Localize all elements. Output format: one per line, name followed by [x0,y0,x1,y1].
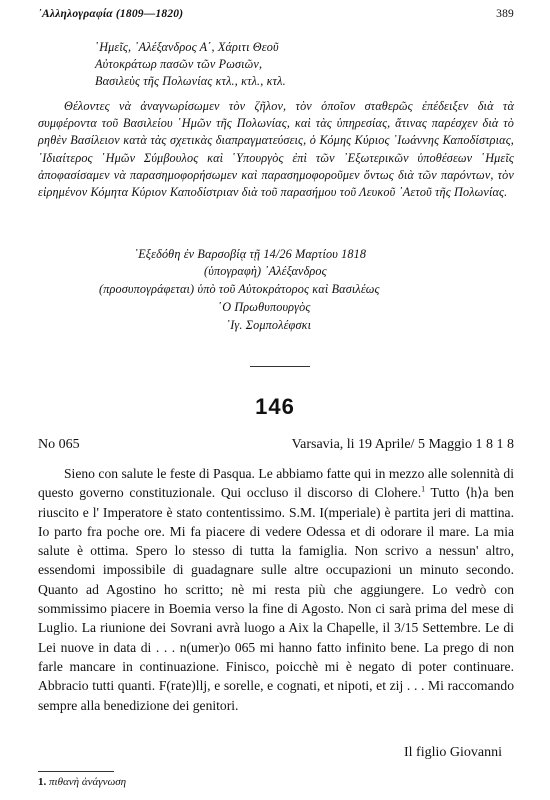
decree-title-line: Αὐτοκράτωρ πασῶν τῶν Ρωσιῶν, [95,57,263,72]
footnote-number: 1. [38,776,47,788]
running-header-title: ᾿Αλληλογραφία (1809—1820) [38,8,184,20]
decree-paragraph: Θέλοντες νὰ ἀναγνωρίσωμεν τὸν ζῆλον, τὸν ὁποῖον σταθερῶς ἐπέδειξεν διὰ τὰ συμφέροντα τοῦ Βασιλείου ῾Ημῶν τῆς Πολωνίας, καὶ τὰς ὑπηρεσίας, ἅτινας παρέσχεν διὰ τὸ ρηθὲν Βασίλειον κατὰ τὰς σχετικὰς διαπραγματεύσεις, ὁ Κόμης Κύριος ᾿Ιωάννης Καποδίστριας, ᾿Ιδιαίτερος ῾Ημῶν Σύμβουλος καὶ ῾Υπουργὸς ἐπὶ τῶν ᾿Εξωτερικῶν ὑποθέσεων ῾Ημεῖς ἀποφασίσαμεν νὰ παρασημοφορήσωμεν καὶ παρασημοφοροῦμεν ὄντως διὰ τῶν παρόντων, τὸν εἰρημένον Κόμητα Κύριον Καποδίστριαν διὰ τοῦ παρασήμου τοῦ Λευκοῦ ᾿Αετοῦ τῆς Πολωνίας. [38,99,514,200]
decree-issued-line: ᾿Εξεδόθη ἐν Βαρσοβίᾳ τῇ 14/26 Μαρτίου 1818 [134,247,367,261]
decree-countersign: (προσυπογράφεται) ὑπὸ τοῦ Αὐτοκράτορος καὶ Βασιλέως [99,282,380,296]
footnote-reference: 1 [421,484,426,494]
letter-signature: Il figlio Giovanni [404,745,502,760]
decree-signature: (ὑπογραφὴ) ᾿Αλέξανδρος [204,264,327,278]
letter-text: Sieno con salute le feste di Pasqua. Le abbiamo fatte qui in mezzo alle solennità di questo governo constituzionale. Qui occluso il discorso di Clohere. [38,466,514,501]
decree-title-line: Βασιλεὺς τῆς Πολωνίας κτλ., κτλ., κτλ. [95,74,286,89]
decree-body [38,98,514,201]
letter-paragraph [38,464,514,715]
page-number: 389 [496,8,514,20]
running-header [38,8,514,20]
letter-number: No 065 [38,437,80,452]
minister-name: ᾿Ιγ. Σομπολέφσκι [226,318,312,332]
decree-title-line: ῾Ημεῖς, ᾿Αλέξανδρος Α΄, Χάριτι Θεοῦ [95,40,279,54]
letter-text-continued: Tutto ⟨h⟩a ben riuscito e l' Imperatore è stato contentissimo. S.M. I(mperiale) è partita jeri di mattina. Io parto fra poche ore. Mi fa piacere di vedere Odessa et di odorare il mare. La mia salute è ottima. Spero lo stesso di tutta la famiglia. Non scrivo a nessun' altro, essendomi impossibile di guadagnare sulle altre occupazioni un minuto secondo. Quanto ad Agostino ho scritto; nè mi resta più che aggiungere. Lo vedrò con sommissimo piacere in Boemia verso la fine di Agosto. Non ci sarà prima del mese di Luglio. La riunione dei Sovrani avrà luogo a Aix la Chapelle, il 3/15 Settembre. Le di Lei nuove in data di . . . n(umer)o 065 mi hanno fatto infinito bene. La prego di non farle mancare in continuazione. Finisco, poicchè mi è negato di poter continuare. Abbracio tutti quanti. F(rate)llj, e sorelle, e cognati, et nipoti, et zij . . . Mi raccomando sempre alla benedizione dei genitori. [38,485,514,713]
footnote-divider [38,771,114,772]
footnote [38,776,126,788]
minister-title: ῾Ο Πρωθυπουργὸς [218,300,311,314]
letter-place-date: Varsavia, li 19 Aprile/ 5 Maggio 1 8 1 8 [291,437,514,452]
letter-body [38,464,514,715]
decree-title [95,39,514,91]
section-divider [250,366,310,367]
footnote-text: πιθανὴ ἀνάγνωση [49,776,127,788]
document-number: 146 [255,394,295,419]
letter-header [38,437,514,453]
